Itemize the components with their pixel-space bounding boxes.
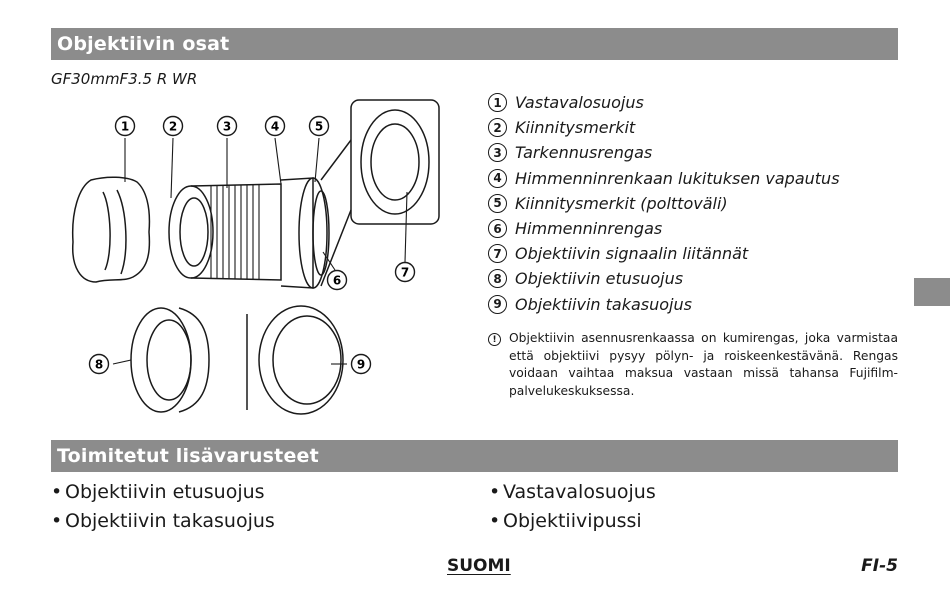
accessories-list-left <box>51 478 275 536</box>
callout-9 <box>352 355 371 374</box>
caution-note <box>488 330 898 400</box>
page-number: FI-5 <box>861 556 898 576</box>
list-item <box>488 90 840 115</box>
svg-text:9: 9 <box>356 357 366 372</box>
rear-mount-inset <box>351 100 439 224</box>
list-item <box>488 216 840 241</box>
callout-8 <box>90 355 109 374</box>
list-item: • Objektiivin etusuojus <box>51 478 275 507</box>
list-item <box>488 292 840 317</box>
svg-text:6: 6 <box>332 273 342 288</box>
svg-text:8: 8 <box>94 357 104 372</box>
lens-hood-shape <box>73 177 150 282</box>
side-tab <box>914 278 950 306</box>
part-label: Objektiivin signaalin liitännät <box>515 244 749 264</box>
callout-2 <box>164 117 183 136</box>
part-number: 4 <box>488 169 507 188</box>
svg-text:3: 3 <box>222 119 232 134</box>
part-label: Himmenninrengas <box>515 219 663 239</box>
section-title-accessories: Toimitetut lisävarusteet <box>51 440 898 472</box>
part-label: Himmenninrenkaan lukituksen vapautus <box>515 168 840 188</box>
callout-3 <box>218 117 237 136</box>
part-number: 9 <box>488 295 507 314</box>
callout-5 <box>310 117 329 136</box>
svg-text:5: 5 <box>314 119 324 134</box>
part-number: 3 <box>488 143 507 162</box>
part-label: Kiinnitysmerkit (polttoväli) <box>515 193 728 213</box>
parts-list <box>488 90 840 317</box>
rear-cap-shape <box>259 306 343 414</box>
part-label: Tarkennusrengas <box>515 143 653 163</box>
list-item: • Objektiivin takasuojus <box>51 507 275 536</box>
part-label: Vastavalosuojus <box>515 93 644 113</box>
part-label: Objektiivin takasuojus <box>515 294 692 314</box>
part-number: 5 <box>488 194 507 213</box>
svg-text:1: 1 <box>120 119 130 134</box>
accessories-list-right <box>489 478 656 536</box>
section-title-parts: Objektiivin osat <box>51 28 898 60</box>
list-item <box>488 166 840 191</box>
callout-4 <box>266 117 285 136</box>
list-item <box>488 115 840 140</box>
lens-illustration <box>51 92 451 432</box>
part-label: Kiinnitysmerkit <box>515 118 636 138</box>
caution-icon: ! <box>488 333 501 346</box>
part-number: 2 <box>488 118 507 137</box>
svg-text:2: 2 <box>168 119 178 134</box>
part-number: 1 <box>488 93 507 112</box>
footer-language: SUOMI <box>447 556 511 576</box>
list-item <box>488 191 840 216</box>
svg-text:7: 7 <box>400 265 410 280</box>
list-item <box>488 266 840 291</box>
part-label: Objektiivin etusuojus <box>515 269 684 289</box>
lens-model: GF30mmF3.5 R WR <box>51 70 198 88</box>
list-item: • Vastavalosuojus <box>489 478 656 507</box>
front-element-shape <box>169 186 213 278</box>
part-number: 6 <box>488 219 507 238</box>
front-cap-shape <box>131 308 191 412</box>
callout-7 <box>396 263 415 282</box>
part-number: 7 <box>488 244 507 263</box>
svg-text:4: 4 <box>270 119 280 134</box>
list-item: • Objektiivipussi <box>489 507 656 536</box>
list-item <box>488 241 840 266</box>
callout-6 <box>328 271 347 290</box>
part-number: 8 <box>488 269 507 288</box>
callout-1 <box>116 117 135 136</box>
list-item <box>488 140 840 165</box>
caution-text: Objektiivin asennusrenkaassa on kumirengas, joka varmistaa että objektiivi pysyy pölyn- ja roiskeenkestävänä. Rengas voidaan vaihtaa maksua vastaan missä tahansa Fujifilm-palvelukeskuksessa. <box>509 331 898 398</box>
